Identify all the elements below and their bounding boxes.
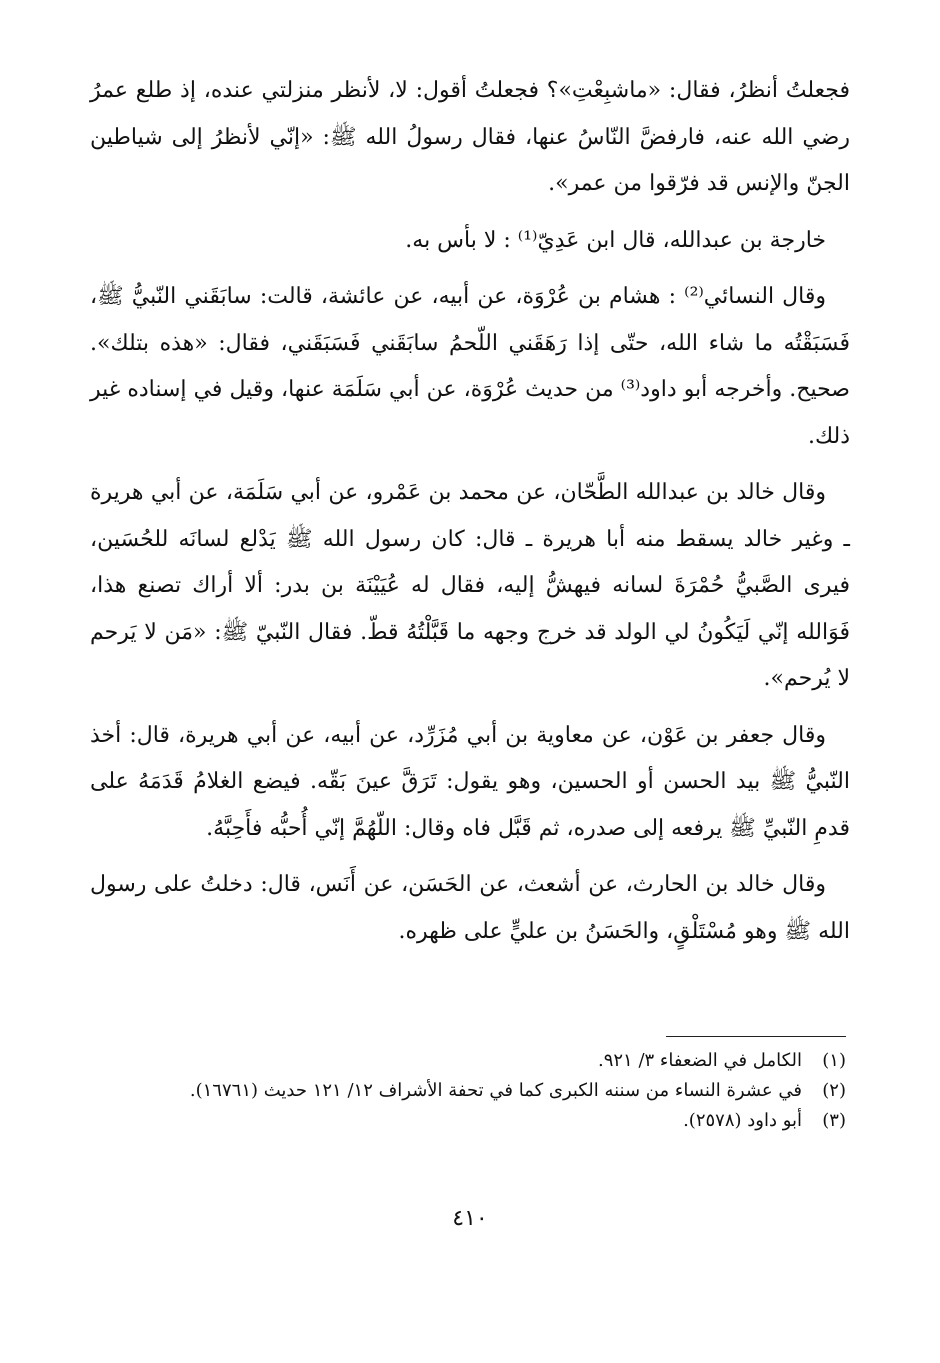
- main-text: [90, 68, 850, 955]
- footnote-number: (٣): [822, 1110, 846, 1131]
- footnote-3: [86, 1106, 846, 1136]
- footnote-text: الكامل في الضعفاء ٣/ ٩٢١.: [597, 1050, 802, 1071]
- paragraph-khalid-harith: وقال خالد بن الحارث، عن أشعث، عن الحَسَن، عن أَنَس، قال: دخلتُ على رسول الله ﷺ وهو مُسْتَلْقٍ، والحَسَنُ بن عليٍّ على ظهره.: [90, 872, 850, 944]
- footnote-separator: [666, 1036, 846, 1037]
- footnote-2: [86, 1076, 846, 1106]
- paragraph-continuation: فجعلتُ أنظرُ، فقال: «ماشبِعْتِ»؟ فجعلتُ أقول: لا، لأنظر منزلتي عنده، إذ طلع عمرُ رضي الله عنه، فارفضَّ النّاسُ عنها، فقال رسولُ الله ﷺ: «إنّي لأنظرُ إلى شياطين الجنّ والإنس قد فرّقوا من عمر».: [90, 78, 850, 196]
- footnote-number: (٢): [822, 1080, 846, 1101]
- paragraph-jafar-awn: وقال جعفر بن عَوْن، عن معاوية بن أبي مُزَرِّد، عن أبيه، عن أبي هريرة، قال: أخذ النّبيُّ ﷺ بيد الحسن أو الحسين، وهو يقول: تَرَقَّ عينَ بَقّه. فيضع الغلامُ قَدَمَهُ على قدمِ النّبيِّ ﷺ يرفعه إلى صدره، ثم قَبَّل فاه وقال: اللّهُمَّ إنّي أُحبُّه فأَحِبَّهُ.: [90, 722, 850, 841]
- paragraph-nasai: وقال النسائي⁽²⁾ : هشام بن عُرْوَة، عن أبيه، عن عائشة، قالت: سابَقَني النّبيُّ ﷺ، فَسَبَقْتُه ما شاء الله، حتّى إذا رَهَقَني اللّحمُ سابَقَني فَسَبَقَني، فقال: «هذه بتلك». صحيح. وأخرجه أبو داود⁽³⁾ من حديث عُرْوَة، عن أبي سَلَمَة عنها، وقيل في إسناده غير ذلك.: [90, 284, 850, 449]
- paragraph-khariga: خارجة بن عبدالله، قال ابن عَدِيّ⁽¹⁾ : لا بأس به.: [405, 227, 826, 253]
- footnote-1: [86, 1046, 846, 1076]
- paragraph-khalid-tahhan: وقال خالد بن عبدالله الطَّحّان، عن محمد بن عَمْرو، عن أبي سَلَمَة، عن أبي هريرة ـ وغير خالد يسقط منه أبا هريرة ـ قال: كان رسول الله ﷺ يَدْلع لسانَه للحُسَين، فيرى الصَّبيُّ حُمْرَةَ لسانه فيهشُّ إليه، فقال له عُيَيْنَة بن بدر: ألا أراك تصنع هذا، فَوَالله إنّي لَيَكُونُ لي الولد قد خرج وجهه ما قَبَّلْتُهُ قطّ. فقال النّبيّ ﷺ: «مَن لا يَرحم لا يُرحم».: [90, 480, 850, 691]
- footnote-text: أبو داود (٢٥٧٨).: [683, 1110, 802, 1131]
- footnotes: [86, 1046, 846, 1136]
- page-number: ٤١٠: [452, 1206, 488, 1231]
- footnote-text: في عشرة النساء من سننه الكبرى كما في تحفة الأشراف ١٢/ ١٢١ حديث (١٦٧٦١).: [189, 1080, 802, 1101]
- footnote-number: (١): [822, 1050, 846, 1071]
